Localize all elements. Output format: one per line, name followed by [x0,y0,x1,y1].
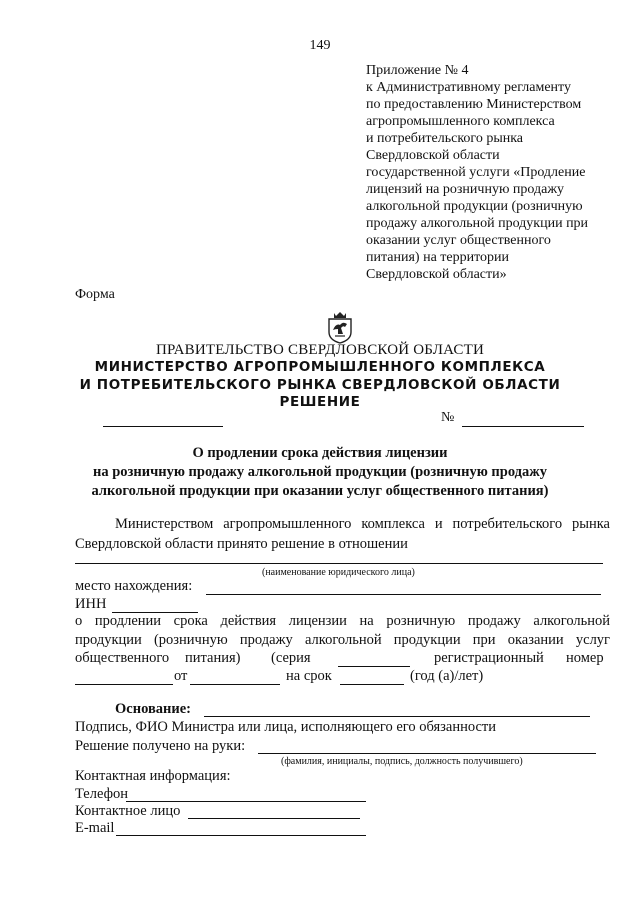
series-blank [338,666,410,667]
reg-number-label: регистрационный [434,650,544,666]
ministry-heading [0,358,640,394]
decision-paragraph-line: Министерством агропромышленного комплекса и потребительского рынка [115,516,610,532]
title-line: на розничную продажу алкогольной продукции (розничную продажу [92,464,548,480]
phone-label: Телефон [75,786,128,802]
term-blank [340,684,404,685]
coat-of-arms-icon [326,310,354,344]
contact-person-blank [188,818,360,819]
page-number: 149 [309,38,331,53]
decision-paragraph [75,514,610,554]
government-heading: ПРАВИТЕЛЬСТВО СВЕРДЛОВСКОЙ ОБЛАСТИ [155,342,485,358]
appendix-line: агропромышленного комплекса [366,114,555,129]
appendix-line: государственной услуги «Продление [366,165,586,180]
recipient-caption: (фамилия, инициалы, подпись, должность получившего) [281,756,523,767]
renewal-word: общественного [75,650,170,666]
date-from-blank [190,684,280,685]
years-label: (год (а)/лет) [410,668,484,684]
phone-blank [126,801,366,802]
series-label: (серия [271,650,311,666]
reg-number-blank [75,684,173,685]
inn-label: ИНН [75,596,107,612]
entity-name-blank [75,563,603,564]
term-label: на срок [286,668,332,684]
appendix-line: продажу алкогольной продукции при [366,216,589,231]
appendix-line: к Административному регламенту [366,80,571,95]
location-label: место нахождения: [75,578,193,594]
appendix-line: лицензий на розничную продажу [366,182,565,197]
ministry-heading-line: И ПОТРЕБИТЕЛЬСКОГО РЫНКА СВЕРДЛОВСКОЙ ОБЛАСТИ [79,377,561,393]
title-line: О продлении срока действия лицензии [192,445,448,461]
appendix-line: Свердловской области» [366,267,507,282]
number-blank [462,426,584,427]
reg-number-word: номер [566,650,604,666]
basis-blank [204,716,590,717]
title-line: алкогольной продукции при оказании услуг общественного питания) [91,483,549,499]
renewal-line: о продлении срока действия лицензии на розничную продажу алкогольной [75,613,610,629]
from-label: от [174,668,188,684]
appendix-line: оказании услуг общественного [366,233,551,248]
contact-info-label: Контактная информация: [75,768,231,784]
contact-person-label: Контактное лицо [75,803,181,819]
form-label: Форма [75,287,115,302]
appendix-line: Свердловской области [366,148,500,163]
number-sign: № [441,410,455,425]
renewal-word: питания) [185,650,241,666]
appendix-line: по предоставлению Министерством [366,97,582,112]
appendix-note [366,62,636,283]
document-title [0,444,640,501]
basis-label: Основание: [115,701,192,717]
location-blank [206,594,601,595]
email-label: E-mail [75,820,115,836]
renewal-line: продукции (розничную продажу алкогольной продукции при оказании услуг [75,632,610,648]
signature-line: Подпись, ФИО Министра или лица, исполняющего его обязанности [75,719,497,735]
ministry-heading-line: МИНИСТЕРСТВО АГРОПРОМЫШЛЕННОГО КОМПЛЕКСА [94,359,546,375]
received-blank [258,753,596,754]
entity-name-caption: (наименование юридического лица) [262,567,415,578]
appendix-line: питания) на территории [366,250,510,265]
renewal-paragraph [75,612,610,650]
appendix-line: Приложение № 4 [366,63,469,78]
decision-heading: РЕШЕНИЕ [279,394,361,410]
appendix-line: алкогольной продукции (розничную [366,199,583,214]
appendix-line: и потребительского рынка [366,131,524,146]
decision-paragraph-line: Свердловской области принято решение в отношении [75,536,408,552]
date-blank [103,426,223,427]
received-label: Решение получено на руки: [75,738,246,754]
email-blank [116,835,366,836]
